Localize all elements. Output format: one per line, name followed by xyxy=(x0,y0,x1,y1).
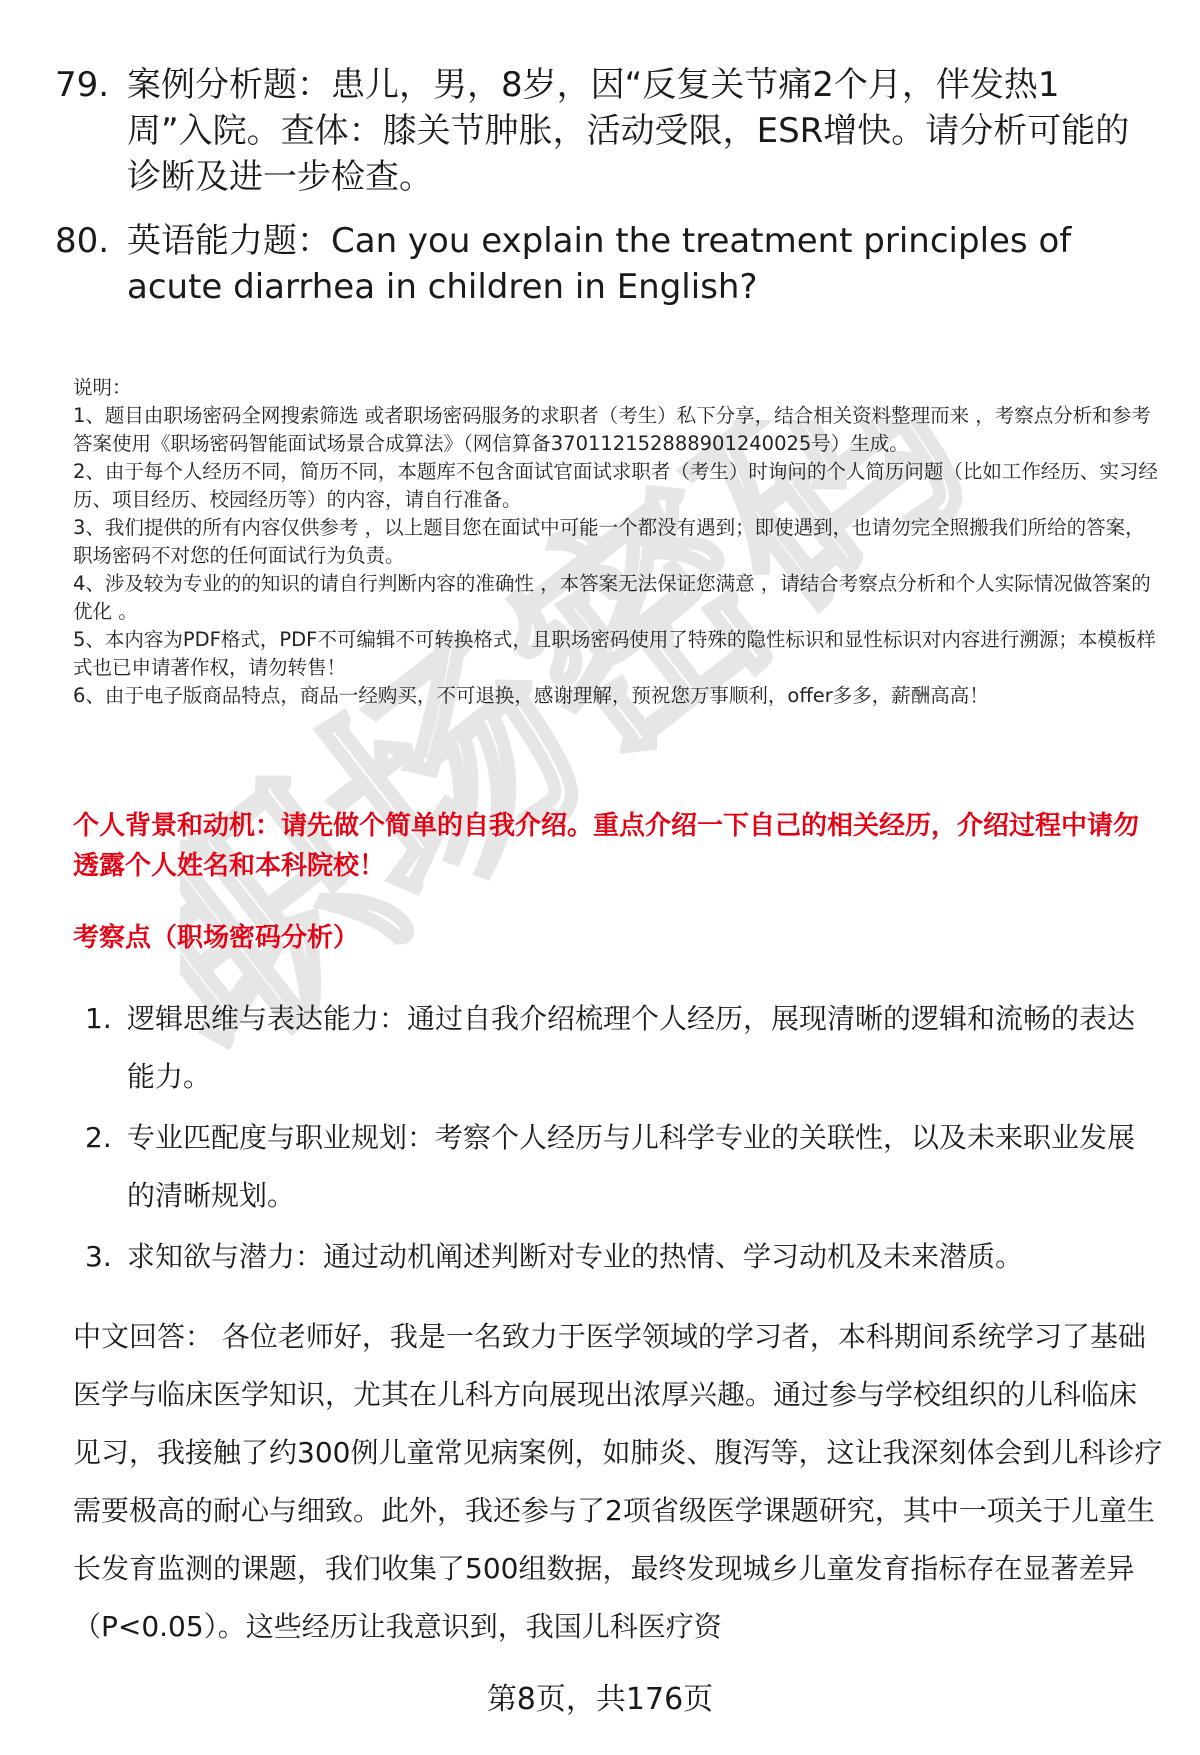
point-number: 1. xyxy=(85,1002,112,1035)
point-item xyxy=(85,990,1160,1106)
watermark-text: 职场密码 xyxy=(180,420,1012,1105)
point-text: 专业匹配度与职业规划：考察个人经历与儿科学专业的关联性，以及未来职业发展的清晰规划。 xyxy=(127,1121,1136,1212)
question-79 xyxy=(55,62,1145,200)
note-item: 6、由于电子版商品特点，商品一经购买，不可退换，感谢理解，预祝您万事顺利，offer多多，薪酬高高！ xyxy=(73,684,989,707)
point-item xyxy=(85,1109,1160,1225)
question-number: 79. xyxy=(55,65,110,105)
page-number: 第8页，共176页 xyxy=(486,1682,714,1717)
notes-section xyxy=(73,374,1158,710)
section-subheading: 考察点（职场密码分析） xyxy=(73,923,360,953)
notes-title: 说明： xyxy=(73,376,132,399)
point-number: 2. xyxy=(85,1121,112,1154)
point-text: 求知欲与潜力：通过动机阐述判断对专业的热情、学习动机及未来潜质。 xyxy=(127,1240,1024,1273)
question-80 xyxy=(55,218,1145,310)
assessment-points xyxy=(85,990,1160,1289)
note-item: 2、由于每个人经历不同，简历不同，本题库不包含面试官面试求职者（考生）时询问的个人简历问题（比如工作经历、实习经历、项目经历、校园经历等）的内容，请自行准备。 xyxy=(73,460,1158,511)
note-item: 3、我们提供的所有内容仅供参考 ，以上题目您在面试中可能一个都没有遇到；即使遇到，也请勿完全照搬我们所给的答案，职场密码不对您的任何面试行为负责。 xyxy=(73,516,1145,567)
note-item: 5、本内容为PDF格式，PDF不可编辑不可转换格式，且职场密码使用了特殊的隐性标识和显性标识对内容进行溯源；本模板样式也已申请著作权，请勿转售！ xyxy=(73,628,1156,679)
question-number: 80. xyxy=(55,221,110,261)
question-text: 案例分析题：患儿，男，8岁，因“反复关节痛2个月，伴发热1周”入院。查体：膝关节肿胀，活动受限，ESR增快。请分析可能的诊断及进一步检查。 xyxy=(127,65,1130,197)
page-footer xyxy=(0,1680,1200,1720)
point-number: 3. xyxy=(85,1240,112,1273)
section-heading: 个人背景和动机：请先做个简单的自我介绍。重点介绍一下自己的相关经历，介绍过程中请勿透露个人姓名和本科院校！ xyxy=(73,811,1140,881)
note-item: 4、涉及较为专业的的知识的请自行判断内容的准确性 ，本答案无法保证您满意 ，请结合考察点分析和个人实际情况做答案的优化 。 xyxy=(73,572,1151,623)
answer-text: 中文回答： 各位老师好，我是一名致力于医学领域的学习者，本科期间系统学习了基础医学与临床医学知识，尤其在儿科方向展现出浓厚兴趣。通过参与学校组织的儿科临床见习，我接触了约300例儿童常见病案例，如肺炎、腹泻等，这让我深刻体会到儿科诊疗需要极高的耐心与细致。此外，我还参与了2项省级医学课题研究，其中一项关于儿童生长发育监测的课题，我们收集了500组数据，最终发现城乡儿童发育指标存在显著差异（P<0.05）。这些经历让我意识到，我国儿科医疗资 xyxy=(73,1320,1163,1643)
question-text: 英语能力题：Can you explain the treatment principles of acute diarrhea in children in English? xyxy=(127,221,1072,307)
point-text: 逻辑思维与表达能力：通过自我介绍梳理个人经历，展现清晰的逻辑和流畅的表达能力。 xyxy=(127,1002,1136,1093)
answer-section xyxy=(73,1308,1163,1656)
point-item xyxy=(85,1228,1160,1286)
note-item: 1、题目由职场密码全网搜索筛选 或者职场密码服务的求职者（考生）私下分享，结合相关资料整理而来 ，考察点分析和参考答案使用《职场密码智能面试场景合成算法》（网信算备370112152888901240025号）生成。 xyxy=(73,404,1151,455)
